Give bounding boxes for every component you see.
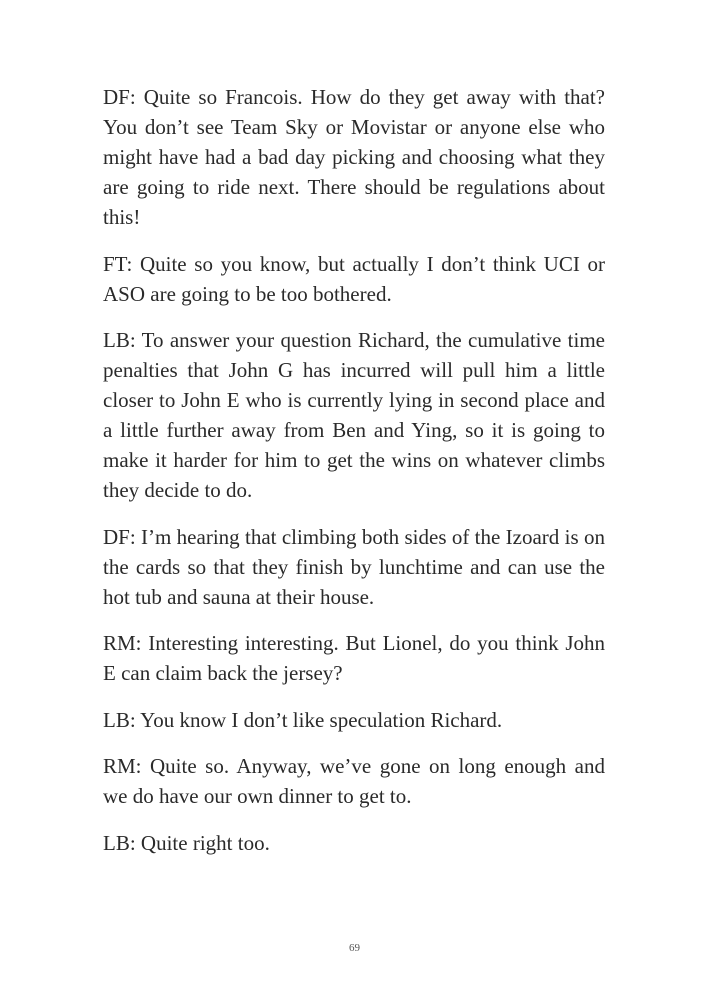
dialogue-paragraph-lb-1: LB: To answer your question Richard, the cumulative time penalties that John G has incurred will pull him a little closer to John E who is currently lying in second place and a little further away from Ben and Ying, so it is going to make it harder for him to get the wins on whatever climbs they decide to do.: [103, 328, 605, 502]
page-number: 69: [349, 942, 360, 954]
dialogue-paragraph-df-1: DF: Quite so Francois. How do they get away with that? You don’t see Team Sky or Movistar or anyone else who might have had a bad day picking and choosing what they are going to ride next. There should be regulations about this!: [103, 85, 605, 229]
page-body: [103, 82, 605, 874]
dialogue-paragraph-df-2: DF: I’m hearing that climbing both sides of the Izoard is on the cards so that they finish by lunchtime and can use the hot tub and sauna at their house.: [103, 524, 605, 609]
dialogue-paragraph-lb-3: LB: Quite right too.: [103, 830, 270, 855]
dialogue-paragraph-lb-2: LB: You know I don’t like speculation Richard.: [103, 707, 503, 732]
dialogue-paragraph-rm-1: RM: Interesting interesting. But Lionel, do you think John E can claim back the jersey?: [103, 631, 605, 685]
dialogue-paragraph-ft-1: FT: Quite so you know, but actually I don’t think UCI or ASO are going to be too bothered.: [103, 251, 605, 306]
dialogue-paragraph-rm-2: RM: Quite so. Anyway, we’ve gone on long enough and we do have our own dinner to get to.: [103, 754, 605, 808]
